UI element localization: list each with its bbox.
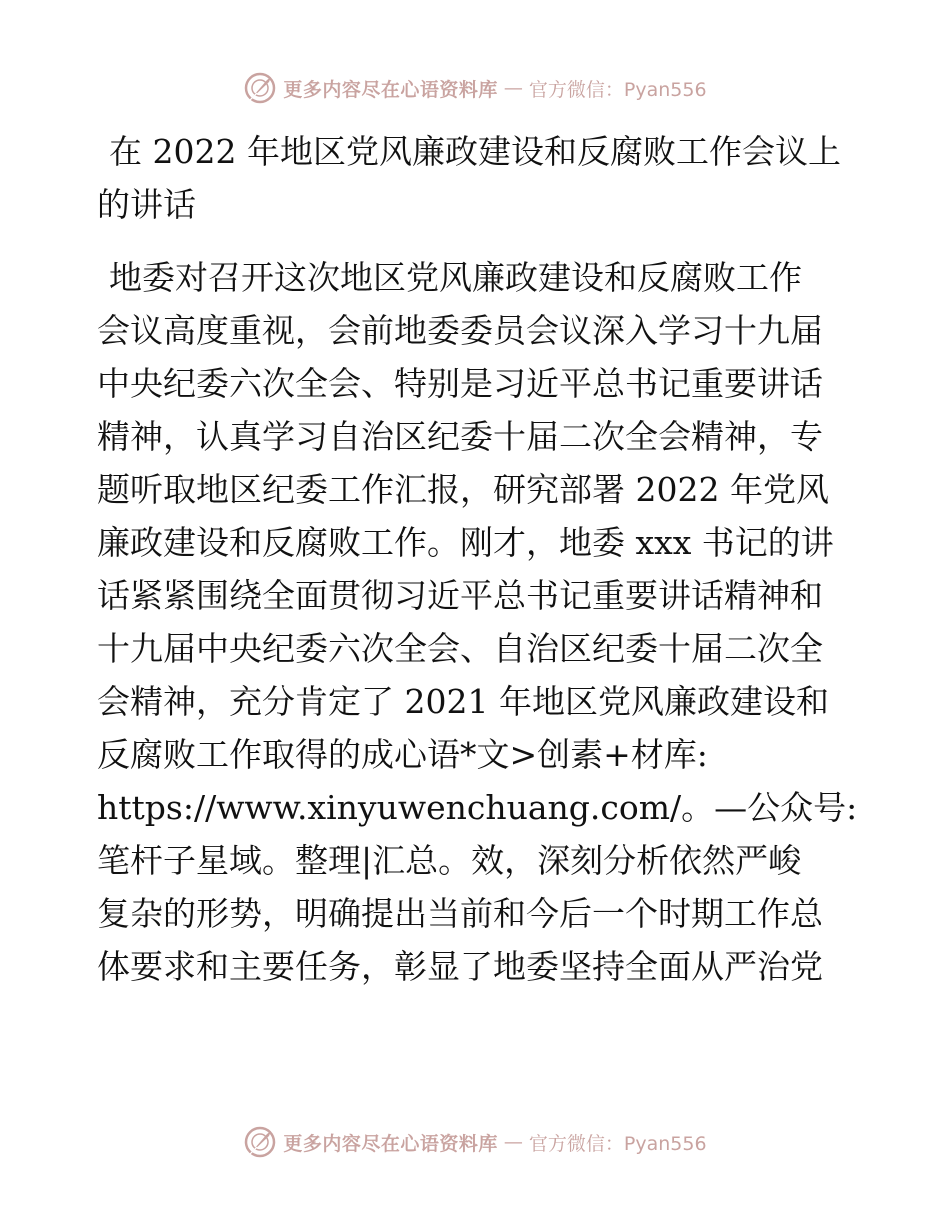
body-line: 中央纪委六次全会、特别是习近平总书记重要讲话 [97, 364, 823, 403]
title-line: 在 2022 年地区党风廉政建设和反腐败工作会议上 [109, 132, 841, 171]
footer-banner-text: 更多内容尽在心语资料库 [283, 1132, 498, 1155]
body-line: 复杂的形势，明确提出当前和今后一个时期工作总 [97, 894, 823, 933]
feather-pen-logo-icon [243, 71, 277, 105]
document-title [97, 125, 853, 231]
body-line: 十九届中央纪委六次全会、自治区纪委十届二次全 [97, 629, 823, 668]
body-line: 笔杆子星域。整理|汇总。效，深刻分析依然严峻 [97, 841, 802, 880]
body-line: 精神，认真学习自治区纪委十届二次全会精神，专 [97, 417, 823, 456]
document-body [97, 125, 858, 993]
footer-banner [0, 1122, 950, 1162]
body-line: 会议高度重视，会前地委委员会议深入学习十九届 [97, 311, 823, 350]
body-line: 地委对召开这次地区党风廉政建设和反腐败工作 [109, 258, 802, 297]
body-line-url: https://www.xinyuwenchuang.com/。—公众号: [97, 788, 858, 827]
header-banner [0, 68, 950, 108]
title-line: 的讲话 [97, 185, 196, 224]
body-line: 体要求和主要任务，彰显了地委坚持全面从严治党 [97, 947, 823, 986]
body-line: 话紧紧围绕全面贯彻习近平总书记重要讲话精神和 [97, 576, 823, 615]
header-separator: — [503, 77, 523, 99]
body-line: 会精神，充分肯定了 2021 年地区党风廉政建设和 [97, 682, 829, 721]
body-paragraph [97, 251, 858, 993]
header-wechat-text: 官方微信：Pyan556 [528, 78, 707, 101]
body-line: 反腐败工作取得的成心语*文>创素+材库: [97, 735, 708, 774]
body-line: 廉政建设和反腐败工作。刚才，地委 xxx 书记的讲 [97, 523, 834, 562]
footer-wechat-text: 官方微信：Pyan556 [528, 1132, 707, 1155]
body-line: 题听取地区纪委工作汇报，研究部署 2022 年党风 [97, 470, 829, 509]
header-banner-text: 更多内容尽在心语资料库 [283, 78, 498, 101]
footer-separator: — [503, 1131, 523, 1153]
feather-pen-logo-icon [243, 1125, 277, 1159]
